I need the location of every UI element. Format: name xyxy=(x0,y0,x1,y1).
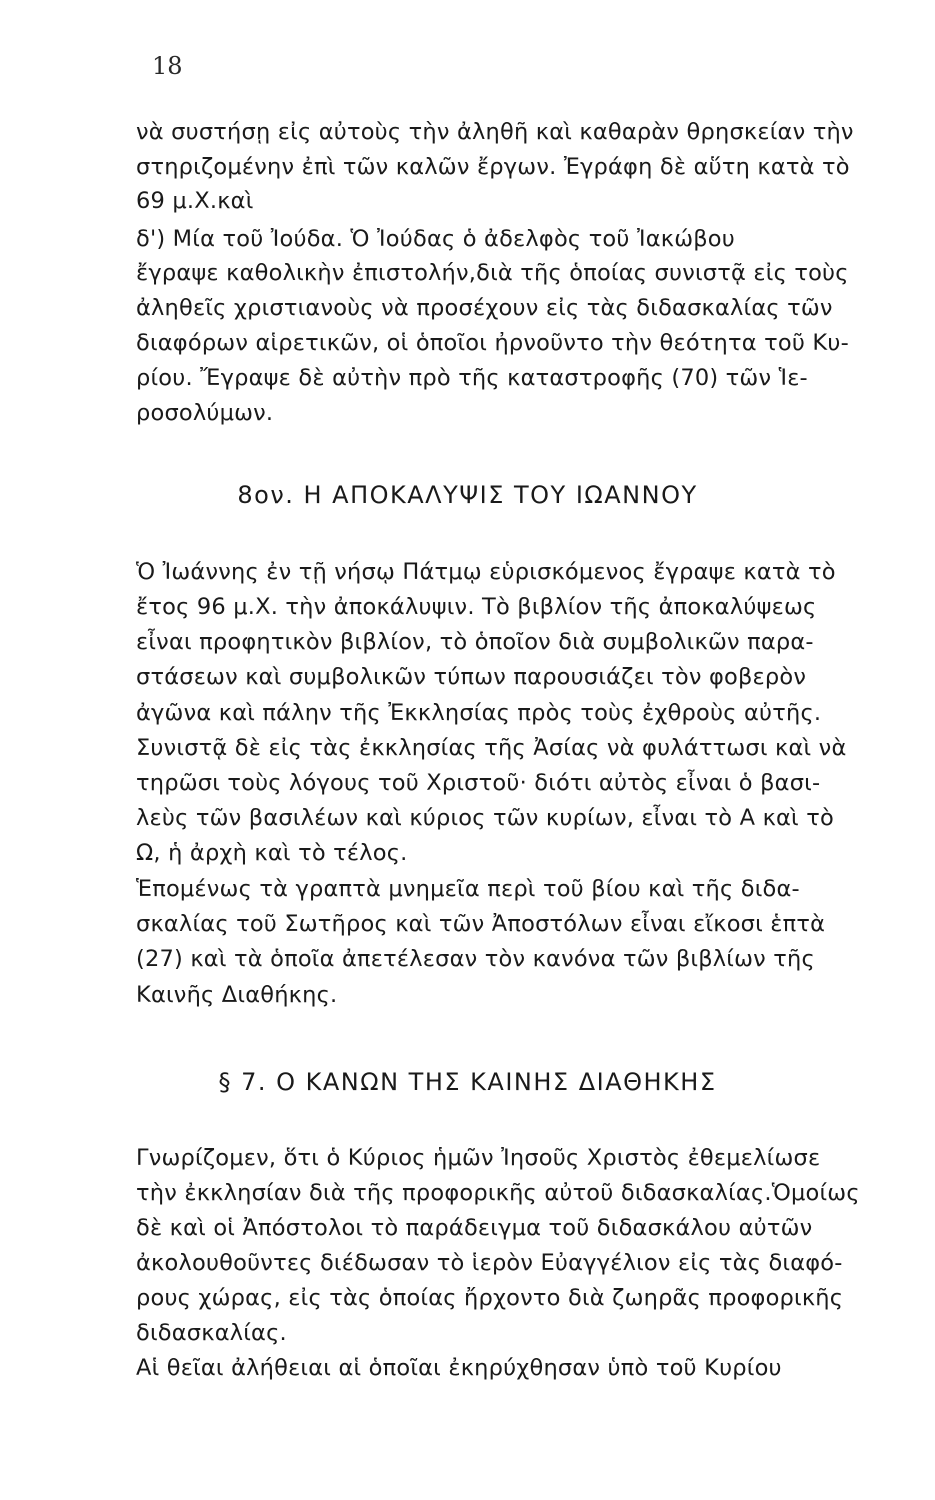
text-line: στηριζομένην ἐπὶ τῶν καλῶν ἔργων. Ἐγράφη δὲ αὕτη κατὰ τὸ xyxy=(136,154,850,180)
section-heading-canon: § 7. Ο ΚΑΝΩΝ ΤΗΣ ΚΑΙΝΗΣ ΔΙΑΘΗΚΗΣ xyxy=(218,1068,717,1096)
text-line: ἀκολουθοῦντες διέδωσαν τὸ ἱερὸν Εὐαγγέλιον εἰς τὰς διαφό- xyxy=(136,1250,843,1276)
text-line: Γνωρίζομεν, ὅτι ὁ Κύριος ἡμῶν Ἰησοῦς Χριστὸς ἐθεμελίωσε xyxy=(136,1145,821,1171)
text-line: δ') Μία τοῦ Ἰούδα. Ὁ Ἰούδας ὁ ἀδελφὸς τοῦ Ἰακώβου xyxy=(136,226,735,252)
text-line: Συνιστᾷ δὲ εἰς τὰς ἐκκλησίας τῆς Ἀσίας νὰ φυλάττωσι καὶ νὰ xyxy=(136,735,847,761)
text-line: τηρῶσι τοὺς λόγους τοῦ Χριστοῦ· διότι αὐτὸς εἶναι ὁ βασι- xyxy=(136,770,821,796)
text-line: Ω, ἡ ἀρχὴ καὶ τὸ τέλος. xyxy=(136,840,408,866)
text-line: εἶναι προφητικὸν βιβλίον, τὸ ὁποῖον διὰ συμβολικῶν παρα- xyxy=(136,629,814,655)
text-line: ροσολύμων. xyxy=(136,400,274,426)
text-line: ἀγῶνα καὶ πάλην τῆς Ἐκκλησίας πρὸς τοὺς ἐχθροὺς αὐτῆς. xyxy=(136,700,822,726)
text-line: δὲ καὶ οἱ Ἀπόστολοι τὸ παράδειγμα τοῦ διδασκάλου αὐτῶν xyxy=(136,1215,813,1241)
text-line: (27) καὶ τὰ ὁποῖα ἀπετέλεσαν τὸν κανόνα τῶν βιβλίων τῆς xyxy=(136,946,815,972)
text-line: ἔγραψε καθολικὴν ἐπιστολήν,διὰ τῆς ὁποίας συνιστᾷ εἰς τοὺς xyxy=(136,260,849,286)
section-heading-apocalypse: 8ον. Η ΑΠΟΚΑΛΥΨΙΣ ΤΟΥ ΙΩΑΝΝΟΥ xyxy=(237,481,698,509)
text-line: διδασκαλίας. xyxy=(136,1320,287,1346)
text-line: ρους χώρας, εἰς τὰς ὁποίας ἤρχοντο διὰ ζωηρᾶς προφορικῆς xyxy=(136,1285,844,1311)
text-line: 69 μ.Χ.καὶ xyxy=(136,188,254,214)
text-line: σκαλίας τοῦ Σωτῆρος καὶ τῶν Ἀποστόλων εἶναι εἴκοσι ἑπτὰ xyxy=(136,911,826,937)
text-line: διαφόρων αἱρετικῶν, οἱ ὁποῖοι ἠρνοῦντο τὴν θεότητα τοῦ Κυ- xyxy=(136,330,849,356)
text-line: νὰ συστήσῃ εἰς αὐτοὺς τὴν ἀληθῆ καὶ καθαρὰν θρησκείαν τὴν xyxy=(136,119,854,145)
text-line: στάσεων καὶ συμβολικῶν τύπων παρουσιάζει τὸν φοβερὸν xyxy=(136,664,807,690)
page-number: 18 xyxy=(152,52,183,80)
text-line: Ὁ Ἰωάννης ἐν τῇ νήσῳ Πάτμῳ εὑρισκόμενος ἔγραψε κατὰ τὸ xyxy=(136,559,836,585)
text-line: Ἑπομένως τὰ γραπτὰ μνημεῖα περὶ τοῦ βίου καὶ τῆς διδα- xyxy=(136,876,800,902)
text-line: Καινῆς Διαθήκης. xyxy=(136,982,338,1008)
text-line: τὴν ἐκκλησίαν διὰ τῆς προφορικῆς αὐτοῦ διδασκαλίας.Ὁμοίως xyxy=(136,1180,860,1206)
text-line: ἀληθεῖς χριστιανοὺς νὰ προσέχουν εἰς τὰς διδασκαλίας τῶν xyxy=(136,295,833,321)
text-line: ἔτος 96 μ.Χ. τὴν ἀποκάλυψιν. Τὸ βιβλίον τῆς ἀποκαλύψεως xyxy=(136,594,817,620)
text-line: λεὺς τῶν βασιλέων καὶ κύριος τῶν κυρίων, εἶναι τὸ Α καὶ τὸ xyxy=(136,805,834,831)
text-line: Αἱ θεῖαι ἀλήθειαι αἱ ὁποῖαι ἐκηρύχθησαν ὑπὸ τοῦ Κυρίου xyxy=(136,1355,782,1381)
text-line: ρίου. Ἔγραψε δὲ αὐτὴν πρὸ τῆς καταστροφῆς (70) τῶν Ἱε- xyxy=(136,365,808,391)
